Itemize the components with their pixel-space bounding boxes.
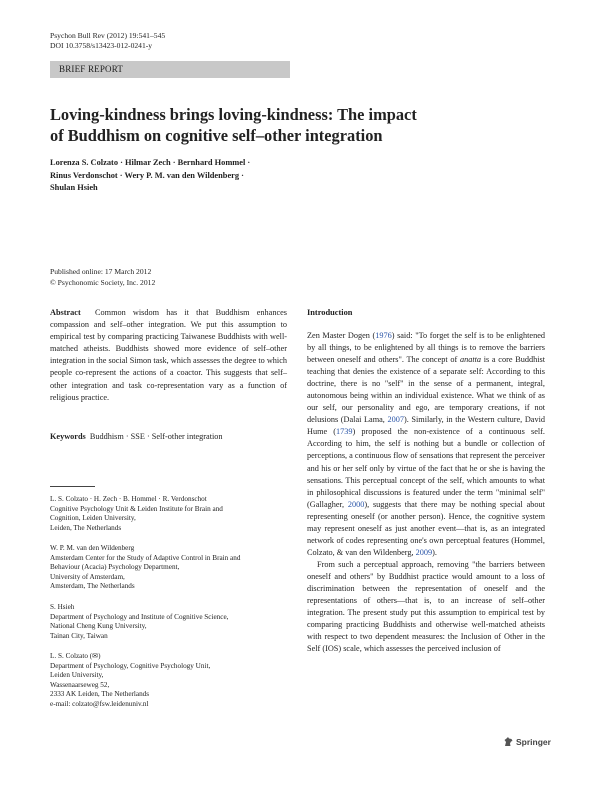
- text-run: ). Similarly, in the Western culture, David Hume (: [307, 415, 545, 437]
- title-line-1: Loving-kindness brings loving-kindness: The impact: [50, 105, 417, 124]
- affiliation-line: National Cheng Kung University,: [50, 622, 147, 631]
- abstract-label: Abstract: [50, 308, 81, 317]
- affiliation-line: University of Amsterdam,: [50, 572, 125, 581]
- affiliation-line: L. S. Colzato (✉): [50, 652, 101, 660]
- abstract: [50, 307, 287, 404]
- article-title: [50, 104, 470, 146]
- affiliation-block: [50, 495, 287, 533]
- citation-link[interactable]: 1976: [375, 331, 392, 340]
- text-run: ).: [432, 547, 437, 557]
- publication-info: [50, 266, 155, 288]
- citation-link[interactable]: 2000: [347, 499, 365, 509]
- affiliation-line: Cognitive Psychology Unit & Leiden Institute for Brain and: [50, 504, 223, 513]
- email-line: e-mail: colzato@fsw.leidenuniv.nl: [50, 699, 149, 708]
- citation-link[interactable]: 2007: [387, 415, 404, 425]
- text-run: Zen Master Dogen (: [307, 331, 376, 340]
- affiliation-line: Department of Psychology, Cognitive Psychology Unit,: [50, 661, 211, 670]
- author-list: [50, 157, 300, 195]
- affiliation-block: [50, 544, 287, 592]
- citation-link[interactable]: 1739: [336, 427, 353, 437]
- affiliation-line: Behaviour (Acacia) Psychology Department,: [50, 563, 180, 572]
- journal-meta: [50, 31, 165, 51]
- publisher-logo: [503, 736, 551, 747]
- affiliation-line: Department of Psychology and Institute of Cognitive Science,: [50, 612, 229, 621]
- intro-paragraph: [307, 330, 545, 559]
- affiliation-line: W. P. M. van den Wildenberg: [50, 544, 135, 552]
- affiliation-line: 2333 AK Leiden, The Netherlands: [50, 690, 150, 699]
- section-heading-introduction: Introduction: [307, 308, 353, 317]
- corresponding-author-block: [50, 652, 287, 710]
- text-run: ), suggests that there may be nothing special about representing oneself (or another person). Hence, the cognitive system may represent oneself as just another event—that is, as an integrated network of codes representing one's own perceptual features (Hommel, Colzato, & van den Wildenberg,: [307, 499, 545, 557]
- springer-horse-icon: [503, 736, 514, 747]
- abstract-text: Common wisdom has it that Buddhism enhances compassion and self–other integration. We put this assumption to empirical test by comparing practicing Taiwanese Buddhists with well-matched atheists. Buddhists showed more evidence of self–other integration in the social Simon task, which assesses the degree to which people co-represent the actions of a coactor. This suggests that self–other integration and task co-representation vary as a function of religious practice.: [50, 308, 288, 402]
- affiliation-line: S. Hsieh: [50, 603, 75, 611]
- publisher-name: Springer: [516, 736, 551, 747]
- keywords: [50, 431, 287, 443]
- footnote-divider: [50, 486, 95, 487]
- affiliation-line: L. S. Colzato · H. Zech · B. Hommel · R. Verdonschot: [50, 495, 207, 503]
- keywords-text: Buddhism · SSE · Self-other integration: [89, 432, 223, 441]
- author-line: Shulan Hsieh: [50, 183, 98, 193]
- affiliation-line: Leiden University,: [50, 671, 104, 680]
- copyright: © Psychonomic Society, Inc. 2012: [50, 278, 156, 287]
- affiliation-line: Amsterdam Center for the Study of Adaptive Control in Brain and: [50, 553, 241, 562]
- article-type-band: [50, 61, 290, 78]
- text-run: ) proposed the non-existence of a continuous self. According to him, the self is nothing but a bundle or collection of perceptions, a continuous flow of sensations that represent the perceiver and his or her self only by virtue of the fact that he or she is having the sensations. This perceptual concept of the self, which amounts to what in philosophical discussions is featured under the term "minimal self" (Gallagher,: [307, 427, 545, 509]
- journal-citation: Psychon Bull Rev (2012) 19:541–545: [50, 31, 166, 40]
- doi: DOI 10.3758/s13423-012-0241-y: [50, 41, 153, 50]
- affiliation-line: Leiden, The Netherlands: [50, 523, 122, 532]
- text-run: is a core Buddhist teaching that denies the existence of a separate self: According to this doctrine, there is no "self" in the sense of a permanent, integral, autonomous being within an individual existence. What we think of as our self, our personality and ego, are temporary creations, if not delusions (Dalai Lama,: [307, 355, 545, 425]
- intro-paragraph: From such a perceptual approach, removing "the barriers between oneself and others" by Buddhist practice would amount to a loss of discrimination between the representation of oneself and the representations of others—that is, to an increase of self–other integration. The present study put this assumption to empirical test by comparing practicing Buddhists and otherwise well-matched atheists with respect to two dependent measures: the Inclusion of Other in the Self (IOS) scale, which assesses the perceived inclusion of: [307, 559, 545, 654]
- keywords-label: Keywords: [50, 432, 86, 441]
- term-anatta: anatta: [459, 355, 482, 365]
- affiliation-line: Amsterdam, The Netherlands: [50, 582, 135, 591]
- affiliation-line: Tainan City, Taiwan: [50, 631, 108, 640]
- text-run: ) said: "To forget the self is to be enlightened by all things, to be enlightened by all things is to remove the barriers between oneself and others". The concept of: [307, 331, 545, 365]
- affiliation-block: [50, 603, 287, 641]
- title-line-2: of Buddhism on cognitive self–other integration: [50, 126, 383, 145]
- author-line: Rinus Verdonschot · Wery P. M. van den Wildenberg ·: [50, 170, 244, 180]
- introduction-body: [307, 330, 545, 655]
- affiliation-line: Wassenaarseweg 52,: [50, 680, 110, 689]
- author-line: Lorenza S. Colzato · Hilmar Zech · Bernhard Hommel ·: [50, 158, 251, 167]
- citation-link[interactable]: 2009: [415, 547, 433, 557]
- published-date: Published online: 17 March 2012: [50, 267, 152, 276]
- article-type-label: BRIEF REPORT: [59, 64, 124, 74]
- affiliation-line: Cognition, Leiden University,: [50, 514, 136, 523]
